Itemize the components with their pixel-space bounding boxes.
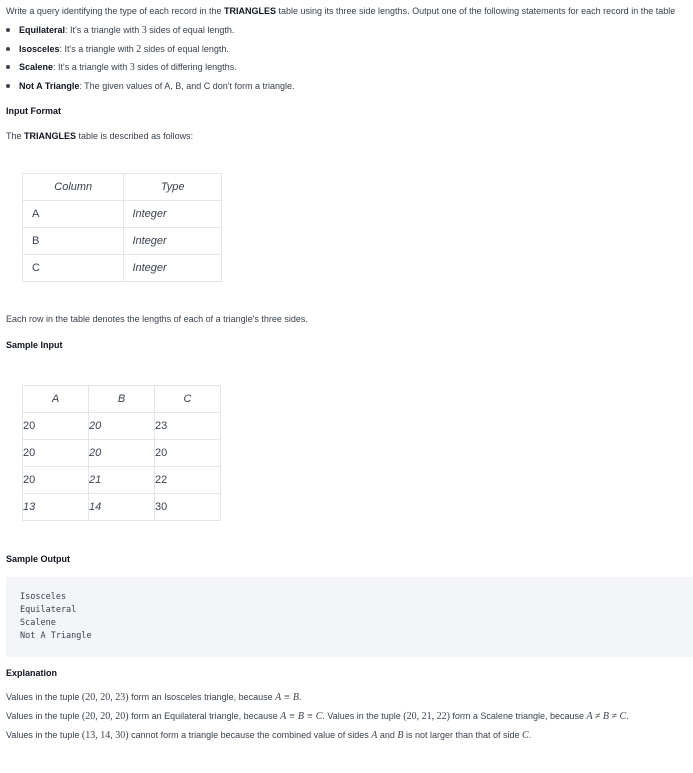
explanation-line-2: Values in the tuple (20, 20, 20) form an Equilateral triangle, because A ≡ B ≡ C. Values in the tuple (20, 21, 22) form a Scalene triangle, because A ≠ B ≠ C.: [6, 711, 629, 722]
table-row: 20 20 20: [23, 440, 221, 467]
table-row: B Integer: [23, 228, 222, 255]
table-header-row: A B C: [23, 386, 221, 413]
table-row: 20 20 23: [23, 413, 221, 440]
table-row: A Integer: [23, 201, 222, 228]
input-format-heading: Input Format: [6, 106, 61, 116]
schema-table: [22, 173, 222, 282]
table-row: C Integer: [23, 255, 222, 282]
sample-input-table: [22, 385, 221, 521]
intro-table-name: TRIANGLES: [223, 6, 276, 16]
intro-prefix: Write a query identifying the type of each record in the: [6, 6, 224, 16]
input-format-desc: The TRIANGLES table is described as follows:: [6, 131, 194, 141]
sample-input-heading: Sample Input: [6, 340, 63, 350]
table-row: 20 21 22: [23, 467, 221, 494]
bullet-icon: [6, 84, 10, 88]
explanation-heading: Explanation: [6, 668, 58, 678]
table-header-row: [23, 174, 222, 201]
table-row: 13 14 30: [23, 494, 221, 521]
row-note: Each row in the table denotes the lengths of each of a triangle's three sides.: [6, 314, 308, 324]
explanation-line-3: Values in the tuple (13, 14, 30) cannot form a triangle because the combined value of sides A and B is not larger than that of side C.: [6, 730, 532, 741]
sample-output-heading: Sample Output: [6, 554, 71, 564]
bullet-icon: [6, 28, 10, 32]
type-header: Type: [124, 174, 222, 201]
code-content: Isosceles Equilateral Scalene Not A Triangle: [20, 592, 92, 641]
sample-output-codeblock: [6, 577, 693, 657]
column-header: Column: [23, 174, 124, 201]
explanation-line-1: Values in the tuple (20, 20, 23) form an Isosceles triangle, because A ≡ B.: [6, 692, 302, 703]
bullet-icon: [6, 47, 10, 51]
intro-suffix: table using its three side lengths. Output one of the following statements for each record in the table: [275, 6, 676, 16]
bullet-icon: [6, 65, 10, 69]
triangle-types-list: Equilateral: It's a triangle with 3 sides of equal length. Isosceles: It's a triangle with 2 sides of equal length. Scalene: It's a triangle with 3 sides of differing lengths. Not A Triangle: The given values of A, B, and C don't form a triangle.: [6, 0, 686, 100]
